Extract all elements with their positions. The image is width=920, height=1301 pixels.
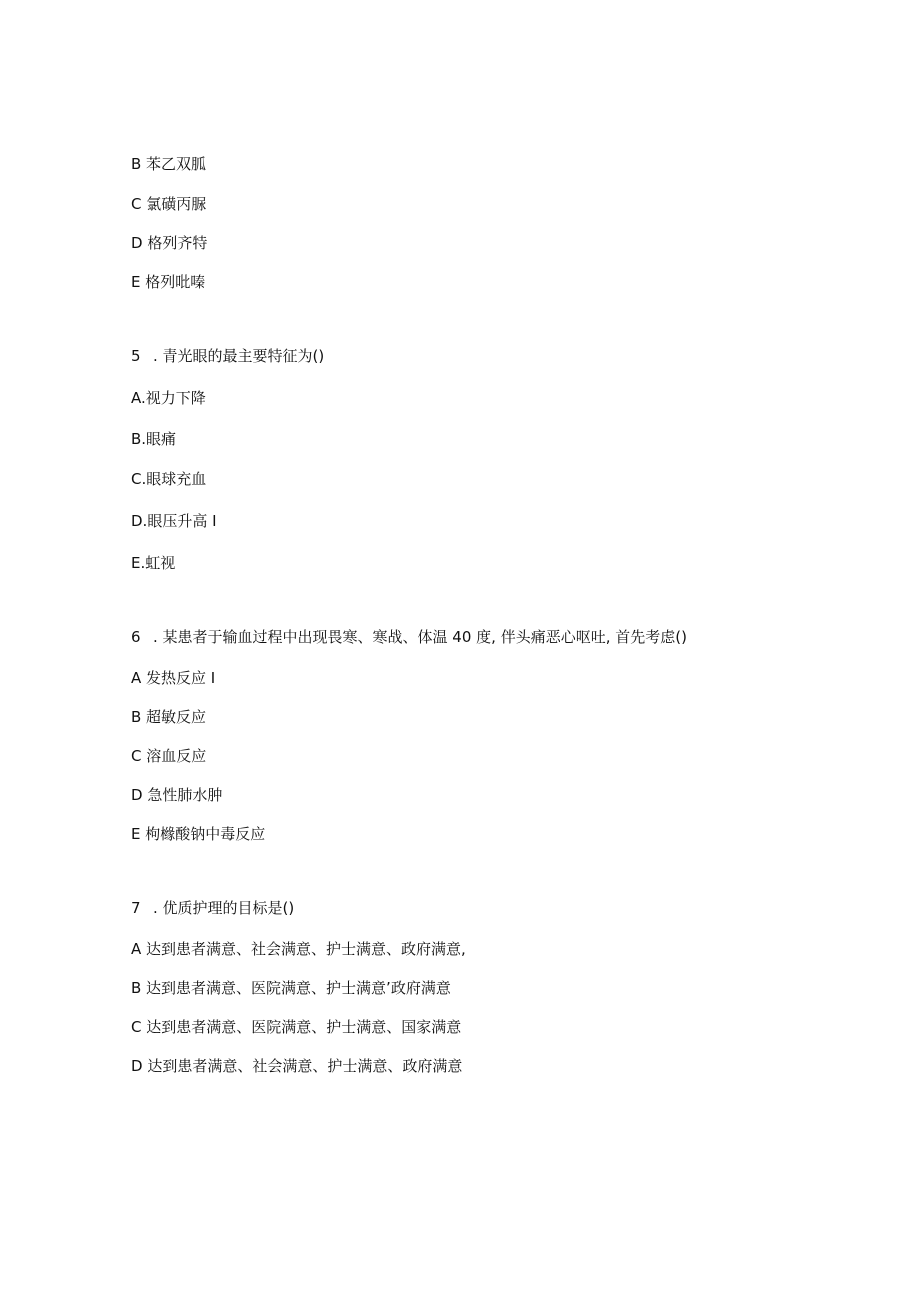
q7-option-c: C 达到患者满意、医院满意、护士满意、国家满意 <box>131 1018 462 1036</box>
q6-option-e: E 枸橼酸钠中毒反应 <box>131 825 266 843</box>
q5-option-c: C.眼球充血 <box>131 470 207 488</box>
q7-stem-line <box>131 898 294 918</box>
q7-stem: . 优质护理的目标是() <box>153 899 295 917</box>
q7-option-b: B 达到患者满意、医院满意、护士满意’政府满意 <box>131 979 451 997</box>
q4-option-e: E 格列吡嗪 <box>131 273 206 291</box>
q5-stem-line <box>131 346 324 366</box>
q5-number: 5 <box>131 347 141 365</box>
q5-option-e: E.虹视 <box>131 554 176 572</box>
q5-option-a: A.视力下降 <box>131 389 206 407</box>
q6-option-a: A 发热反应 I <box>131 669 216 687</box>
q5-option-b: B.眼痛 <box>131 430 177 448</box>
q4-option-b: B 苯乙双胍 <box>131 155 207 173</box>
q4-option-d: D 格列齐特 <box>131 234 208 252</box>
q4-option-c: C 氯磺丙脲 <box>131 195 207 213</box>
q6-stem: . 某患者于输血过程中出现畏寒、寒战、体温 40 度, 伴头痛恶心呕吐, 首先考虑() <box>153 628 687 646</box>
q6-option-d: D 急性肺水肿 <box>131 786 223 804</box>
q6-stem-line <box>131 627 687 647</box>
q7-option-a: A 达到患者满意、社会满意、护士满意、政府满意, <box>131 940 466 958</box>
q5-option-d: D.眼压升高 I <box>131 512 217 530</box>
q6-number: 6 <box>131 628 141 646</box>
q7-option-d: D 达到患者满意、社会满意、护士满意、政府满意 <box>131 1057 463 1075</box>
q6-option-c: C 溶血反应 <box>131 747 207 765</box>
q7-number: 7 <box>131 899 141 917</box>
q5-stem: . 青光眼的最主要特征为() <box>153 347 325 365</box>
q6-option-b: B 超敏反应 <box>131 708 207 726</box>
